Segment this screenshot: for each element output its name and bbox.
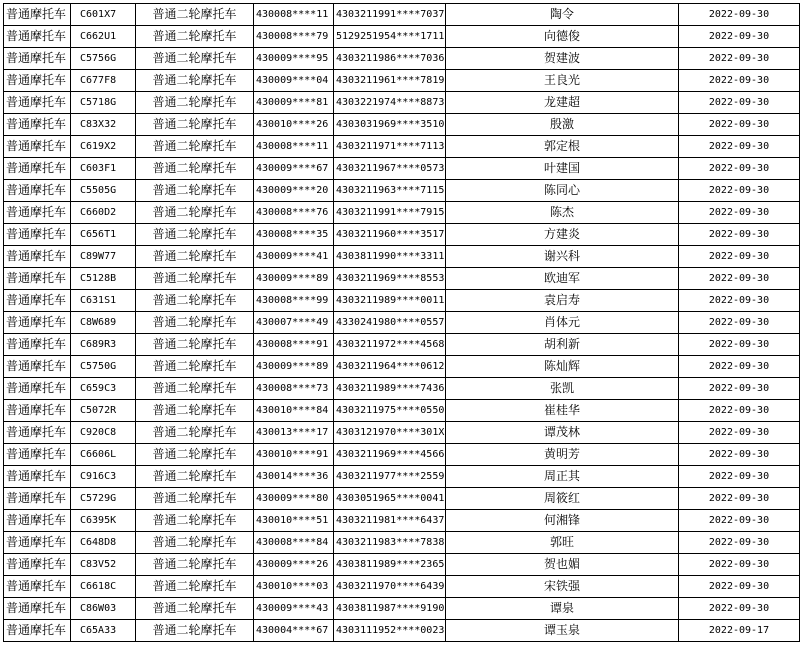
license-number-cell: 430010****91 xyxy=(254,444,334,466)
table-row xyxy=(4,246,800,268)
license-number-cell: 430008****73 xyxy=(254,378,334,400)
vehicle-type-cell: 普通二轮摩托车 xyxy=(136,312,254,334)
license-number-cell: 430009****67 xyxy=(254,158,334,180)
vehicle-record-table xyxy=(3,3,800,642)
plate-number-cell: C662U1 xyxy=(71,26,136,48)
license-number-cell: 430009****80 xyxy=(254,488,334,510)
id-number-cell: 4303211989****7436 xyxy=(334,378,446,400)
date-cell: 2022-09-30 xyxy=(679,290,800,312)
plate-number-cell: C86W03 xyxy=(71,598,136,620)
vehicle-class-cell: 普通摩托车 xyxy=(4,576,71,598)
vehicle-type-cell: 普通二轮摩托车 xyxy=(136,488,254,510)
id-number-cell: 4303211967****0573 xyxy=(334,158,446,180)
vehicle-class-cell: 普通摩托车 xyxy=(4,92,71,114)
vehicle-type-cell: 普通二轮摩托车 xyxy=(136,290,254,312)
license-number-cell: 430009****41 xyxy=(254,246,334,268)
id-number-cell: 4303211977****2559 xyxy=(334,466,446,488)
table-row xyxy=(4,378,800,400)
owner-name-cell: 贺建波 xyxy=(446,48,679,70)
date-cell: 2022-09-30 xyxy=(679,378,800,400)
owner-name-cell: 郭旺 xyxy=(446,532,679,554)
vehicle-type-cell: 普通二轮摩托车 xyxy=(136,114,254,136)
table-row xyxy=(4,598,800,620)
table-row xyxy=(4,532,800,554)
table-row xyxy=(4,620,800,642)
vehicle-class-cell: 普通摩托车 xyxy=(4,70,71,92)
table-row xyxy=(4,136,800,158)
license-number-cell: 430010****26 xyxy=(254,114,334,136)
vehicle-class-cell: 普通摩托车 xyxy=(4,224,71,246)
table-row xyxy=(4,70,800,92)
vehicle-type-cell: 普通二轮摩托车 xyxy=(136,92,254,114)
license-number-cell: 430009****95 xyxy=(254,48,334,70)
owner-name-cell: 崔桂华 xyxy=(446,400,679,422)
license-number-cell: 430009****26 xyxy=(254,554,334,576)
vehicle-class-cell: 普通摩托车 xyxy=(4,290,71,312)
vehicle-class-cell: 普通摩托车 xyxy=(4,554,71,576)
plate-number-cell: C659C3 xyxy=(71,378,136,400)
plate-number-cell: C603F1 xyxy=(71,158,136,180)
date-cell: 2022-09-30 xyxy=(679,180,800,202)
vehicle-type-cell: 普通二轮摩托车 xyxy=(136,378,254,400)
vehicle-class-cell: 普通摩托车 xyxy=(4,136,71,158)
id-number-cell: 4303811989****2365 xyxy=(334,554,446,576)
owner-name-cell: 龙建超 xyxy=(446,92,679,114)
plate-number-cell: C6606L xyxy=(71,444,136,466)
id-number-cell: 4303211986****7036 xyxy=(334,48,446,70)
plate-number-cell: C65A33 xyxy=(71,620,136,642)
id-number-cell: 4303211961****7819 xyxy=(334,70,446,92)
id-number-cell: 4330241980****0557 xyxy=(334,312,446,334)
table-row xyxy=(4,268,800,290)
plate-number-cell: C601X7 xyxy=(71,4,136,26)
license-number-cell: 430009****81 xyxy=(254,92,334,114)
date-cell: 2022-09-17 xyxy=(679,620,800,642)
date-cell: 2022-09-30 xyxy=(679,246,800,268)
license-number-cell: 430009****04 xyxy=(254,70,334,92)
vehicle-type-cell: 普通二轮摩托车 xyxy=(136,158,254,180)
owner-name-cell: 谭泉 xyxy=(446,598,679,620)
license-number-cell: 430009****89 xyxy=(254,268,334,290)
table-row xyxy=(4,510,800,532)
vehicle-class-cell: 普通摩托车 xyxy=(4,422,71,444)
vehicle-class-cell: 普通摩托车 xyxy=(4,114,71,136)
plate-number-cell: C916C3 xyxy=(71,466,136,488)
owner-name-cell: 殷激 xyxy=(446,114,679,136)
table-row xyxy=(4,224,800,246)
license-number-cell: 430010****03 xyxy=(254,576,334,598)
table-row xyxy=(4,576,800,598)
vehicle-type-cell: 普通二轮摩托车 xyxy=(136,246,254,268)
vehicle-type-cell: 普通二轮摩托车 xyxy=(136,356,254,378)
id-number-cell: 4303211981****6437 xyxy=(334,510,446,532)
owner-name-cell: 黄明芳 xyxy=(446,444,679,466)
vehicle-class-cell: 普通摩托车 xyxy=(4,268,71,290)
owner-name-cell: 陈灿辉 xyxy=(446,356,679,378)
table-row xyxy=(4,4,800,26)
date-cell: 2022-09-30 xyxy=(679,400,800,422)
table-row xyxy=(4,180,800,202)
owner-name-cell: 张凯 xyxy=(446,378,679,400)
date-cell: 2022-09-30 xyxy=(679,488,800,510)
plate-number-cell: C689R3 xyxy=(71,334,136,356)
owner-name-cell: 胡利新 xyxy=(446,334,679,356)
plate-number-cell: C83X32 xyxy=(71,114,136,136)
vehicle-class-cell: 普通摩托车 xyxy=(4,202,71,224)
owner-name-cell: 陈杰 xyxy=(446,202,679,224)
vehicle-class-cell: 普通摩托车 xyxy=(4,598,71,620)
date-cell: 2022-09-30 xyxy=(679,48,800,70)
vehicle-class-cell: 普通摩托车 xyxy=(4,532,71,554)
id-number-cell: 4303211963****7115 xyxy=(334,180,446,202)
vehicle-type-cell: 普通二轮摩托车 xyxy=(136,70,254,92)
plate-number-cell: C5729G xyxy=(71,488,136,510)
id-number-cell: 4303811990****3311 xyxy=(334,246,446,268)
license-number-cell: 430009****43 xyxy=(254,598,334,620)
plate-number-cell: C648D8 xyxy=(71,532,136,554)
plate-number-cell: C6618C xyxy=(71,576,136,598)
date-cell: 2022-09-30 xyxy=(679,114,800,136)
license-number-cell: 430008****11 xyxy=(254,136,334,158)
plate-number-cell: C89W77 xyxy=(71,246,136,268)
owner-name-cell: 袁启寿 xyxy=(446,290,679,312)
vehicle-class-cell: 普通摩托车 xyxy=(4,246,71,268)
id-number-cell: 4303211970****6439 xyxy=(334,576,446,598)
date-cell: 2022-09-30 xyxy=(679,4,800,26)
owner-name-cell: 叶建国 xyxy=(446,158,679,180)
owner-name-cell: 肖体元 xyxy=(446,312,679,334)
vehicle-type-cell: 普通二轮摩托车 xyxy=(136,576,254,598)
vehicle-type-cell: 普通二轮摩托车 xyxy=(136,180,254,202)
id-number-cell: 4303211991****7037 xyxy=(334,4,446,26)
vehicle-class-cell: 普通摩托车 xyxy=(4,488,71,510)
date-cell: 2022-09-30 xyxy=(679,26,800,48)
vehicle-class-cell: 普通摩托车 xyxy=(4,158,71,180)
table-row xyxy=(4,114,800,136)
license-number-cell: 430008****84 xyxy=(254,532,334,554)
vehicle-type-cell: 普通二轮摩托车 xyxy=(136,224,254,246)
license-number-cell: 430008****91 xyxy=(254,334,334,356)
date-cell: 2022-09-30 xyxy=(679,598,800,620)
date-cell: 2022-09-30 xyxy=(679,334,800,356)
vehicle-class-cell: 普通摩托车 xyxy=(4,356,71,378)
vehicle-class-cell: 普通摩托车 xyxy=(4,26,71,48)
date-cell: 2022-09-30 xyxy=(679,422,800,444)
license-number-cell: 430009****20 xyxy=(254,180,334,202)
table-row xyxy=(4,312,800,334)
license-number-cell: 430013****17 xyxy=(254,422,334,444)
plate-number-cell: C5072R xyxy=(71,400,136,422)
date-cell: 2022-09-30 xyxy=(679,444,800,466)
id-number-cell: 4303211969****4566 xyxy=(334,444,446,466)
owner-name-cell: 陶令 xyxy=(446,4,679,26)
date-cell: 2022-09-30 xyxy=(679,70,800,92)
id-number-cell: 4303051965****0041 xyxy=(334,488,446,510)
vehicle-type-cell: 普通二轮摩托车 xyxy=(136,400,254,422)
table-row xyxy=(4,356,800,378)
license-number-cell: 430014****36 xyxy=(254,466,334,488)
table-row xyxy=(4,422,800,444)
table-body xyxy=(4,4,800,642)
plate-number-cell: C5718G xyxy=(71,92,136,114)
id-number-cell: 4303811987****9190 xyxy=(334,598,446,620)
owner-name-cell: 向德俊 xyxy=(446,26,679,48)
id-number-cell: 4303211991****7915 xyxy=(334,202,446,224)
vehicle-class-cell: 普通摩托车 xyxy=(4,378,71,400)
table-row xyxy=(4,290,800,312)
vehicle-class-cell: 普通摩托车 xyxy=(4,48,71,70)
plate-number-cell: C5128B xyxy=(71,268,136,290)
vehicle-class-cell: 普通摩托车 xyxy=(4,466,71,488)
plate-number-cell: C656T1 xyxy=(71,224,136,246)
id-number-cell: 4303211960****3517 xyxy=(334,224,446,246)
table-row xyxy=(4,334,800,356)
plate-number-cell: C660D2 xyxy=(71,202,136,224)
owner-name-cell: 周正其 xyxy=(446,466,679,488)
owner-name-cell: 郭定根 xyxy=(446,136,679,158)
vehicle-class-cell: 普通摩托车 xyxy=(4,334,71,356)
date-cell: 2022-09-30 xyxy=(679,466,800,488)
date-cell: 2022-09-30 xyxy=(679,92,800,114)
table-row xyxy=(4,158,800,180)
table-row xyxy=(4,202,800,224)
owner-name-cell: 周筱红 xyxy=(446,488,679,510)
vehicle-type-cell: 普通二轮摩托车 xyxy=(136,444,254,466)
owner-name-cell: 王良光 xyxy=(446,70,679,92)
license-number-cell: 430008****79 xyxy=(254,26,334,48)
owner-name-cell: 陈同心 xyxy=(446,180,679,202)
id-number-cell: 4303221974****8873 xyxy=(334,92,446,114)
id-number-cell: 4303121970****301X xyxy=(334,422,446,444)
vehicle-class-cell: 普通摩托车 xyxy=(4,312,71,334)
date-cell: 2022-09-30 xyxy=(679,224,800,246)
date-cell: 2022-09-30 xyxy=(679,268,800,290)
table-row xyxy=(4,554,800,576)
id-number-cell: 4303211989****0011 xyxy=(334,290,446,312)
owner-name-cell: 谭茂林 xyxy=(446,422,679,444)
vehicle-type-cell: 普通二轮摩托车 xyxy=(136,26,254,48)
vehicle-type-cell: 普通二轮摩托车 xyxy=(136,532,254,554)
vehicle-type-cell: 普通二轮摩托车 xyxy=(136,334,254,356)
table-row xyxy=(4,400,800,422)
plate-number-cell: C5756G xyxy=(71,48,136,70)
vehicle-type-cell: 普通二轮摩托车 xyxy=(136,466,254,488)
table-row xyxy=(4,444,800,466)
plate-number-cell: C677F8 xyxy=(71,70,136,92)
owner-name-cell: 宋铁强 xyxy=(446,576,679,598)
vehicle-type-cell: 普通二轮摩托车 xyxy=(136,4,254,26)
id-number-cell: 4303211972****4568 xyxy=(334,334,446,356)
date-cell: 2022-09-30 xyxy=(679,312,800,334)
table-row xyxy=(4,26,800,48)
vehicle-class-cell: 普通摩托车 xyxy=(4,510,71,532)
vehicle-type-cell: 普通二轮摩托车 xyxy=(136,268,254,290)
vehicle-type-cell: 普通二轮摩托车 xyxy=(136,554,254,576)
id-number-cell: 4303211969****8553 xyxy=(334,268,446,290)
id-number-cell: 4303211971****7113 xyxy=(334,136,446,158)
license-number-cell: 430010****84 xyxy=(254,400,334,422)
owner-name-cell: 欧迪军 xyxy=(446,268,679,290)
id-number-cell: 4303031969****3510 xyxy=(334,114,446,136)
date-cell: 2022-09-30 xyxy=(679,510,800,532)
vehicle-type-cell: 普通二轮摩托车 xyxy=(136,422,254,444)
vehicle-type-cell: 普通二轮摩托车 xyxy=(136,598,254,620)
table-row xyxy=(4,48,800,70)
vehicle-class-cell: 普通摩托车 xyxy=(4,180,71,202)
plate-number-cell: C83V52 xyxy=(71,554,136,576)
license-number-cell: 430008****99 xyxy=(254,290,334,312)
vehicle-class-cell: 普通摩托车 xyxy=(4,4,71,26)
id-number-cell: 4303111952****0023 xyxy=(334,620,446,642)
id-number-cell: 4303211975****0550 xyxy=(334,400,446,422)
id-number-cell: 4303211983****7838 xyxy=(334,532,446,554)
vehicle-type-cell: 普通二轮摩托车 xyxy=(136,136,254,158)
date-cell: 2022-09-30 xyxy=(679,202,800,224)
license-number-cell: 430008****35 xyxy=(254,224,334,246)
plate-number-cell: C5505G xyxy=(71,180,136,202)
date-cell: 2022-09-30 xyxy=(679,576,800,598)
date-cell: 2022-09-30 xyxy=(679,554,800,576)
vehicle-class-cell: 普通摩托车 xyxy=(4,444,71,466)
vehicle-class-cell: 普通摩托车 xyxy=(4,400,71,422)
plate-number-cell: C631S1 xyxy=(71,290,136,312)
vehicle-type-cell: 普通二轮摩托车 xyxy=(136,202,254,224)
owner-name-cell: 谢兴科 xyxy=(446,246,679,268)
license-number-cell: 430010****51 xyxy=(254,510,334,532)
date-cell: 2022-09-30 xyxy=(679,158,800,180)
table-row xyxy=(4,488,800,510)
license-number-cell: 430009****89 xyxy=(254,356,334,378)
license-number-cell: 430008****11 xyxy=(254,4,334,26)
plate-number-cell: C920C8 xyxy=(71,422,136,444)
date-cell: 2022-09-30 xyxy=(679,532,800,554)
date-cell: 2022-09-30 xyxy=(679,136,800,158)
owner-name-cell: 方建炎 xyxy=(446,224,679,246)
table-row xyxy=(4,92,800,114)
plate-number-cell: C619X2 xyxy=(71,136,136,158)
table-row xyxy=(4,466,800,488)
plate-number-cell: C6395K xyxy=(71,510,136,532)
owner-name-cell: 何湘锋 xyxy=(446,510,679,532)
owner-name-cell: 谭玉泉 xyxy=(446,620,679,642)
id-number-cell: 4303211964****0612 xyxy=(334,356,446,378)
vehicle-type-cell: 普通二轮摩托车 xyxy=(136,48,254,70)
vehicle-class-cell: 普通摩托车 xyxy=(4,620,71,642)
vehicle-type-cell: 普通二轮摩托车 xyxy=(136,510,254,532)
plate-number-cell: C5750G xyxy=(71,356,136,378)
date-cell: 2022-09-30 xyxy=(679,356,800,378)
license-number-cell: 430004****67 xyxy=(254,620,334,642)
id-number-cell: 5129251954****1711 xyxy=(334,26,446,48)
vehicle-type-cell: 普通二轮摩托车 xyxy=(136,620,254,642)
plate-number-cell: C8W689 xyxy=(71,312,136,334)
license-number-cell: 430007****49 xyxy=(254,312,334,334)
owner-name-cell: 贺也媚 xyxy=(446,554,679,576)
license-number-cell: 430008****76 xyxy=(254,202,334,224)
